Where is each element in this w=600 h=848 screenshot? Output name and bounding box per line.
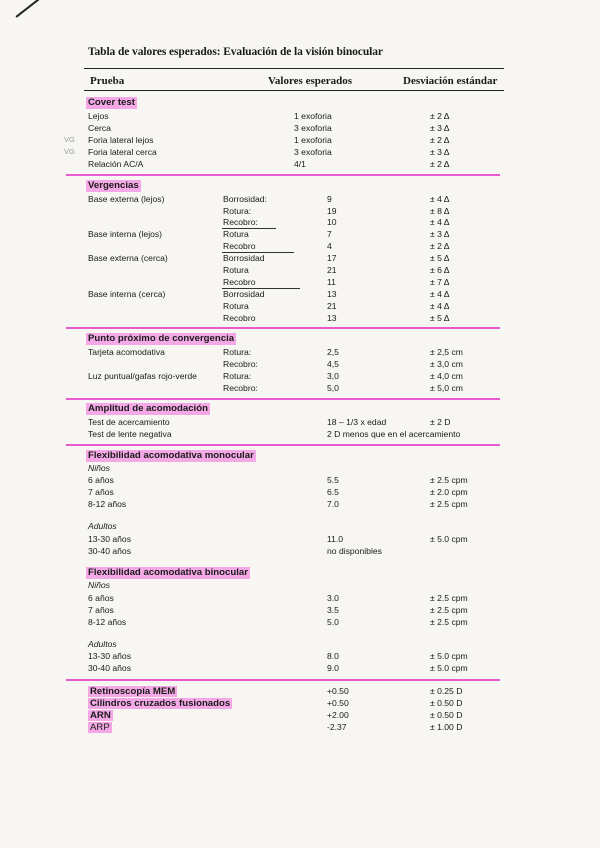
table-row: 13-30 años 8.0 ± 5.0 cpm <box>88 651 468 661</box>
table-row: 8-12 años 5.0 ± 2.5 cpm <box>88 617 468 627</box>
table-row: Cerca 3 exoforia ± 3 Δ <box>88 123 450 133</box>
header-sd: Desviación estándar <box>403 75 498 87</box>
section-cover-test: Cover test <box>88 97 135 108</box>
table-row: Base externa (lejos) Borrosidad: 9 ± 4 Δ <box>88 194 450 204</box>
table-row: VG Foria lateral lejos 1 exoforia ± 2 Δ <box>64 135 450 145</box>
table-row: 6 años 3.0 ± 2.5 cpm <box>88 593 468 603</box>
table-row: Retinoscopía MEM +0.50 ± 0.25 D <box>90 686 463 697</box>
section-vergencias: Vergencias <box>88 180 139 191</box>
section-flex-binocular: Flexibilidad acomodativa binocular <box>88 567 248 578</box>
header-test: Prueba <box>90 75 125 87</box>
table-row: Rotura 21 ± 6 Δ <box>223 265 450 275</box>
table-row: Base interna (lejos) Rotura 7 ± 3 Δ <box>88 229 450 239</box>
pink-divider <box>66 398 500 400</box>
table-row: Test de lente negativa 2 D menos que en el acercamiento <box>88 429 461 439</box>
table-row: 7 años 6.5 ± 2.0 cpm <box>88 487 468 497</box>
table-row: Luz puntual/gafas rojo-verde Rotura: 3,0 ± 4,0 cm <box>88 371 463 381</box>
pink-divider <box>66 174 500 176</box>
top-rule <box>84 68 504 69</box>
pink-divider <box>66 444 500 446</box>
table-row: Lejos 1 exoforia ± 2 Δ <box>88 111 450 121</box>
table-row: 13-30 años 11.0 ± 5.0 cpm <box>88 534 468 544</box>
section-amplitud: Amplitud de acomodación <box>88 403 208 414</box>
table-row: Test de acercamiento 18 – 1/3 x edad ± 2 D <box>88 417 451 427</box>
section-ppc: Punto próximo de convergencia <box>88 333 235 344</box>
subheading: Adultos <box>88 639 117 649</box>
table-row: 8-12 años 7.0 ± 2.5 cpm <box>88 499 468 509</box>
table-row: Cilindros cruzados fusionados +0.50 ± 0.50 D <box>90 698 463 709</box>
table-row: Tarjeta acomodativa Rotura: 2,5 ± 2,5 cm <box>88 347 463 357</box>
subheading: Niños <box>88 463 110 473</box>
subheading: Adultos <box>88 521 117 531</box>
page-title: Tabla de valores esperados: Evaluación de la visión binocular <box>88 46 383 58</box>
table-row: Base externa (cerca) Borrosidad 17 ± 5 Δ <box>88 253 450 263</box>
pink-divider <box>66 679 500 681</box>
table-row: Base interna (cerca) Borrosidad 13 ± 4 Δ <box>88 289 450 299</box>
header-rule <box>84 90 504 91</box>
table-row: ARN +2.00 ± 0.50 D <box>90 710 463 721</box>
table-row: Recobro: 10 ± 4 Δ <box>223 217 450 227</box>
table-row: Rotura 21 ± 4 Δ <box>223 301 450 311</box>
table-row: ARP -2.37 ± 1.00 D <box>90 722 463 733</box>
table-row: Recobro 11 ± 7 Δ <box>223 277 450 287</box>
table-row: 7 años 3.5 ± 2.5 cpm <box>88 605 468 615</box>
table-row: Recobro 4 ± 2 Δ <box>223 241 450 251</box>
table-row: Recobro: 4,5 ± 3,0 cm <box>223 359 463 369</box>
table-row: Recobro 13 ± 5 Δ <box>223 313 450 323</box>
table-row: Relación AC/A 4/1 ± 2 Δ <box>88 159 450 169</box>
table-row: 6 años 5.5 ± 2.5 cpm <box>88 475 468 485</box>
pen-mark <box>16 0 45 17</box>
header-expected: Valores esperados <box>268 75 353 87</box>
pink-divider <box>66 327 500 329</box>
subheading: Niños <box>88 580 110 590</box>
table-row: Rotura: 19 ± 8 Δ <box>223 206 450 216</box>
table-row: 30-40 años 9.0 ± 5.0 cpm <box>88 663 468 673</box>
table-row: Recobro: 5,0 ± 5,0 cm <box>223 383 463 393</box>
table-row: VG Foria lateral cerca 3 exoforia ± 3 Δ <box>64 147 450 157</box>
table-row: 30-40 años no disponibles <box>88 546 382 556</box>
section-flex-monocular: Flexibilidad acomodativa monocular <box>88 450 254 461</box>
